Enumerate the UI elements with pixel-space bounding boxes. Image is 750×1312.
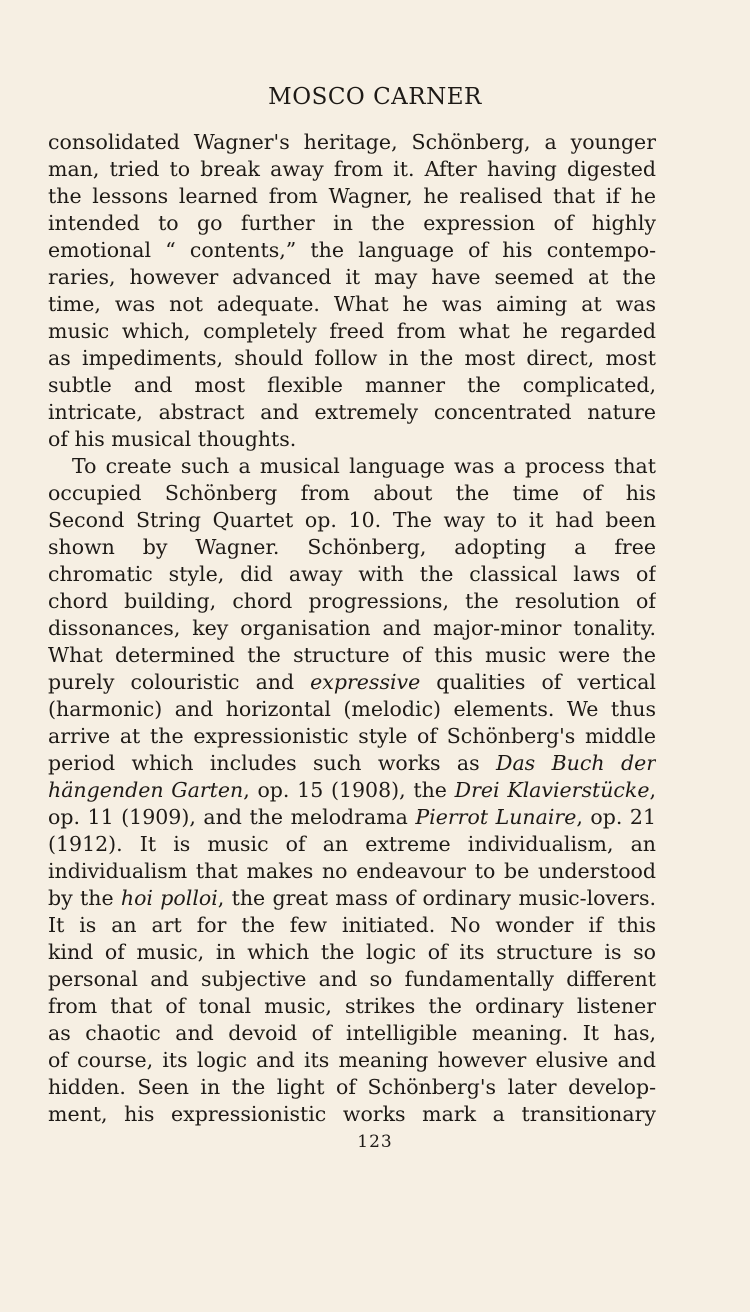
text-run: intended to go further in the expression of highly: [48, 211, 656, 235]
text-line: [48, 534, 656, 561]
text-run: kind of music, in which the logic of its structure is so: [48, 940, 656, 964]
text-run: of his musical thoughts.: [48, 427, 297, 451]
italic-run: hängenden Garten: [48, 778, 244, 802]
text-run: period which includes such works as: [48, 751, 497, 775]
italic-run: Das Buch der: [496, 751, 656, 775]
text-run: shown by Wagner. Schönberg, adopting a free: [48, 535, 656, 559]
text-line: [48, 696, 656, 723]
text-run: (harmonic) and horizontal (melodic) elements. We thus: [48, 697, 656, 721]
text-run: chord building, chord progressions, the resolution of: [48, 589, 656, 613]
text-run: from that of tonal music, strikes the ordinary listener: [48, 994, 656, 1018]
text-run: , op. 15 (1908), the: [243, 778, 455, 802]
text-line: [48, 588, 656, 615]
italic-run: Pierrot Lunaire: [415, 805, 577, 829]
text-run: by the: [48, 886, 121, 910]
text-line: [48, 129, 656, 156]
running-head: MOSCO CARNER: [268, 84, 482, 110]
text-line: [48, 912, 656, 939]
text-line: [48, 453, 656, 480]
text-run: op. 11 (1909), and the melodrama: [48, 805, 416, 829]
text-line: [48, 237, 656, 264]
text-line: [48, 642, 656, 669]
text-run: hidden. Seen in the light of Schönberg's later develop-: [48, 1075, 656, 1099]
page-number: 123: [357, 1132, 393, 1152]
text-line: [48, 723, 656, 750]
text-line: [48, 615, 656, 642]
text-line: [48, 831, 656, 858]
text-run: emotional “ contents,” the language of his contempo-: [48, 238, 656, 262]
text-run: as impediments, should follow in the most direct, most: [48, 346, 656, 370]
text-run: individualism that makes no endeavour to be understood: [48, 859, 656, 883]
text-line: [48, 777, 656, 804]
text-line: [48, 318, 656, 345]
text-line: [48, 1074, 656, 1101]
italic-run: hoi polloi: [120, 886, 218, 910]
text-line: [48, 210, 656, 237]
text-line: [48, 183, 656, 210]
text-run: consolidated Wagner's heritage, Schönberg, a younger: [48, 130, 656, 154]
text-line: [48, 426, 656, 453]
body-text: [48, 129, 656, 1128]
text-run: intricate, abstract and extremely concentrated nature: [48, 400, 656, 424]
text-line: [48, 156, 656, 183]
text-run: ,: [649, 778, 656, 802]
text-run: What determined the structure of this music were the: [48, 643, 656, 667]
text-run: time, was not adequate. What he was aiming at was: [48, 292, 656, 316]
text-line: [48, 804, 656, 831]
text-run: qualities of vertical: [420, 670, 656, 694]
text-line: [48, 264, 656, 291]
text-line: [48, 750, 656, 777]
text-line: [48, 885, 656, 912]
text-line: [48, 372, 656, 399]
text-run: music which, completely freed from what he regarded: [48, 319, 656, 343]
text-line: [48, 507, 656, 534]
text-run: purely colouristic and: [48, 670, 311, 694]
text-run: man, tried to break away from it. After having digested: [48, 157, 656, 181]
text-line: [48, 669, 656, 696]
text-line: [48, 399, 656, 426]
text-run: raries, however advanced it may have seemed at the: [48, 265, 656, 289]
italic-run: expressive: [310, 670, 421, 694]
text-run: Second String Quartet op. 10. The way to it had been: [48, 508, 656, 532]
text-run: , op. 21: [576, 805, 656, 829]
text-line: [48, 1020, 656, 1047]
text-run: dissonances, key organisation and major-minor tonality.: [48, 616, 656, 640]
text-run: To create such a musical language was a process that: [72, 454, 656, 478]
text-line: [48, 1047, 656, 1074]
text-run: of course, its logic and its meaning however elusive and: [48, 1048, 656, 1072]
italic-run: Drei Klavierstücke: [454, 778, 650, 802]
text-run: the lessons learned from Wagner, he realised that if he: [48, 184, 656, 208]
text-line: [48, 561, 656, 588]
text-run: ment, his expressionistic works mark a transitionary: [48, 1102, 656, 1126]
text-line: [48, 966, 656, 993]
text-run: personal and subjective and so fundamentally different: [48, 967, 656, 991]
text-run: chromatic style, did away with the classical laws of: [48, 562, 656, 586]
text-run: , the great mass of ordinary music-lovers.: [217, 886, 656, 910]
text-line: [48, 858, 656, 885]
text-line: [48, 291, 656, 318]
text-line: [48, 1101, 656, 1128]
text-line: [48, 993, 656, 1020]
text-run: arrive at the expressionistic style of Schönberg's middle: [48, 724, 656, 748]
text-run: (1912). It is music of an extreme individualism, an: [48, 832, 656, 856]
text-line: [48, 939, 656, 966]
text-run: It is an art for the few initiated. No wonder if this: [48, 913, 656, 937]
text-run: occupied Schönberg from about the time of his: [48, 481, 656, 505]
text-line: [48, 345, 656, 372]
text-line: [48, 480, 656, 507]
text-run: subtle and most flexible manner the complicated,: [48, 373, 656, 397]
text-run: as chaotic and devoid of intelligible meaning. It has,: [48, 1021, 656, 1045]
